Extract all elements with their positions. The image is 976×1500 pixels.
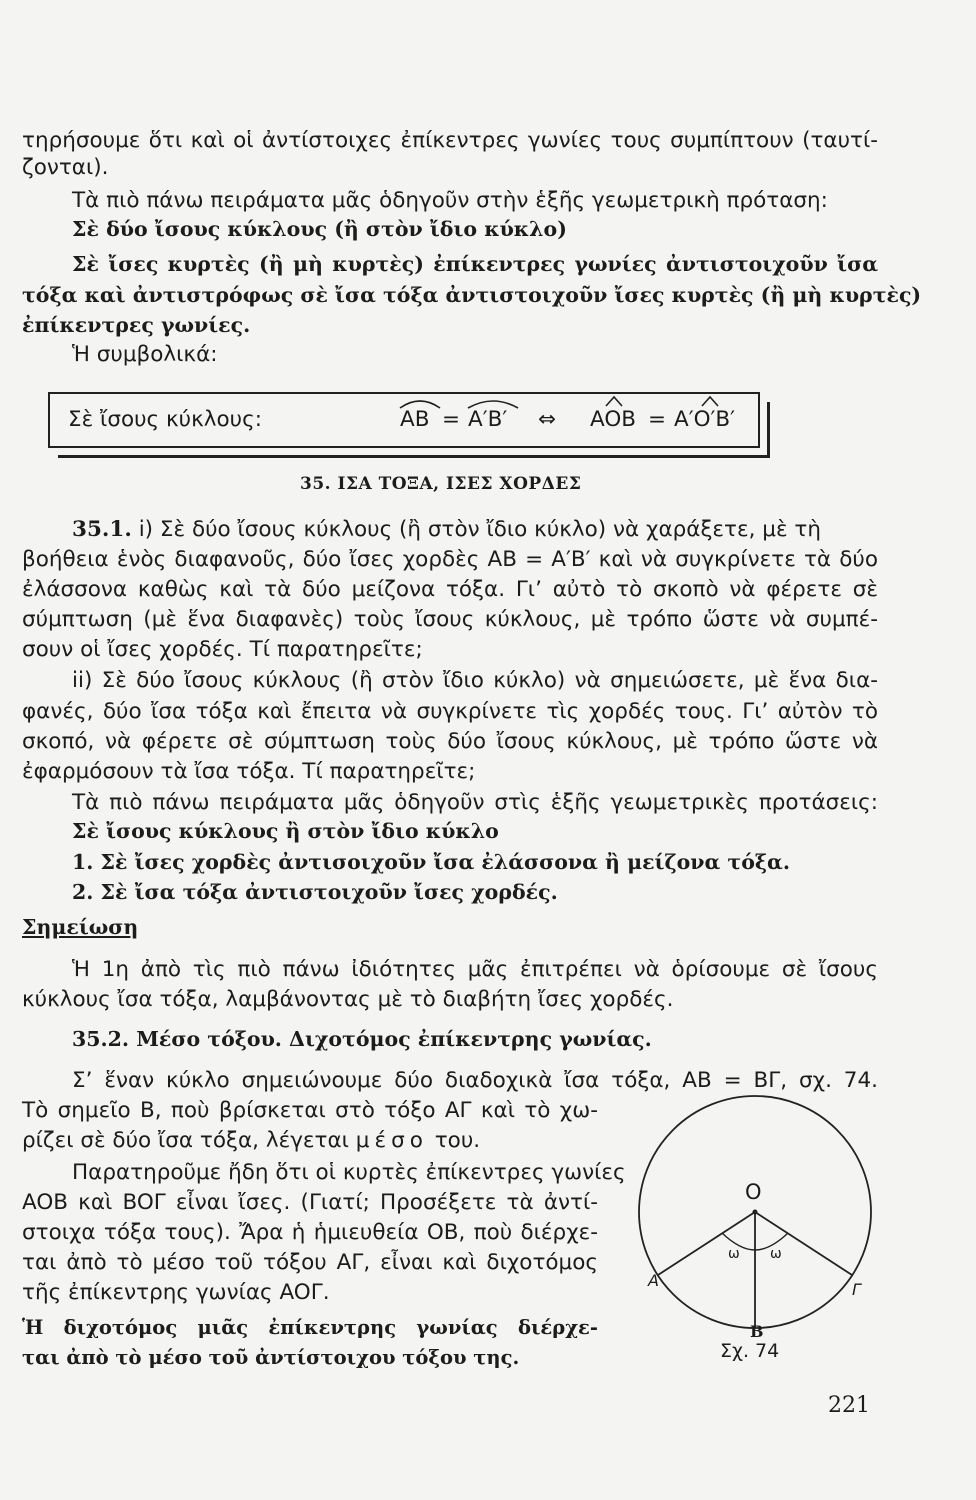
arc-ab: AB bbox=[400, 407, 430, 432]
s352-line-3a: ρίζει σὲ δύο ἴσα τόξα, λέγεται bbox=[22, 1128, 349, 1153]
note-title-text: Σημείωση bbox=[22, 915, 139, 939]
s352-line-2: Τὸ σημεῖο B, ποὺ βρίσκεται στὸ τόξο AΓ καὶ τὸ χω- bbox=[22, 1098, 598, 1123]
theorem1-line-4: ἐπίκεντρες γωνίες. bbox=[22, 313, 251, 337]
angle-aob-prime: A′O′B′ bbox=[674, 407, 736, 432]
intro-line-2: ζονται). bbox=[22, 155, 109, 180]
angle-aob: AOB bbox=[590, 407, 637, 432]
s35-theorem-item-2: 2. Σὲ ἴσα τόξα ἀντιστοιχοῦν ἴσες χορδές. bbox=[72, 880, 558, 904]
page-number: 221 bbox=[828, 1393, 870, 1418]
box-left-text: Σὲ ἴσους κύκλους: bbox=[68, 407, 262, 432]
note-line-1: Ἡ 1η ἀπὸ τὶς πιὸ πάνω ἰδιότητες μᾶς ἐπιτρέπει νὰ ὁρίσουμε σὲ ἴσους bbox=[72, 957, 878, 982]
label-omega-left: ω bbox=[728, 1246, 740, 1262]
s352-line-6: στοιχα τόξα τους). Ἄρα ἡ ἡμιευθεία OB, ποὺ διέρχε- bbox=[22, 1220, 598, 1245]
radius-og bbox=[755, 1212, 852, 1275]
section35-title: 35. ΙΣΑ ΤΟΞΑ, ΙΣΕΣ ΧΟΡΔΕΣ bbox=[300, 474, 582, 494]
eq-sign-1: = bbox=[442, 407, 461, 432]
s351-number: 35.1. bbox=[72, 517, 132, 542]
theorem1-line-1: Σὲ δύο ἴσους κύκλους (ἢ στὸν ἴδιο κύκλο) bbox=[72, 217, 567, 241]
s351-line-2: βοήθεια ἑνὸς διαφανοῦς, δύο ἴσες χορδὲς AB = A′B′ καὶ νὰ συγκρίνετε τὰ δύο bbox=[22, 547, 878, 572]
symbolic-label: Ἡ συμβολικά: bbox=[72, 342, 218, 367]
radius-oa bbox=[658, 1212, 755, 1275]
eq-sign-2: = bbox=[648, 407, 667, 432]
theorem1-line-2: Σὲ ἴσες κυρτὲς (ἢ μὴ κυρτὲς) ἐπίκεντρες γωνίες ἀντιστοιχοῦν ἴσα bbox=[72, 252, 878, 276]
arc-ab-prime: A′B′ bbox=[468, 407, 508, 432]
intro-line-1: τηρήσουμε ὅτι καὶ οἱ ἀντίστοιχες ἐπίκεντρες γωνίες τους συμπίπτουν (ταυτί- bbox=[22, 128, 878, 153]
s352-title: 35.2. Μέσο τόξου. Διχοτόμος ἐπίκεντρης γωνίας. bbox=[72, 1027, 652, 1051]
s352-bold-line-1: Ἡ διχοτόμος μιᾶς ἐπίκεντρης γωνίας διέρχε- bbox=[22, 1316, 598, 1339]
label-g: Γ bbox=[852, 1280, 861, 1299]
s352-line-5: AOB καὶ BOΓ εἶναι ἴσες. (Γιατί; Προσέξετε τὰ ἀντί- bbox=[22, 1190, 598, 1215]
note-line-2: κύκλους ἴσα τόξα, λαμβάνοντας μὲ τὸ διαβήτη ἴσες χορδές. bbox=[22, 987, 674, 1012]
s352-line-8: τῆς ἐπίκεντρης γωνίας AOΓ. bbox=[22, 1280, 330, 1305]
s351-ii-line-2: φανές, δύο ἴσα τόξα καὶ ἔπειτα νὰ συγκρίνετε τὶς χορδές τους. Γι’ αὐτὸν τὸ bbox=[22, 699, 878, 724]
s351-line-5: σουν οἱ ἴσες χορδές. Τί παρατηρεῖτε; bbox=[22, 637, 423, 662]
s35-conclusion-line: Τὰ πιὸ πάνω πειράματα μᾶς ὁδηγοῦν στὶς ἑξῆς γεωμετρικὲς προτάσεις: bbox=[72, 790, 878, 815]
s351-ii-line-4: ἐφαρμόσουν τὰ ἴσα τόξα. Τί παρατηρεῖτε; bbox=[22, 759, 476, 784]
intro-line-3: Τὰ πιὸ πάνω πειράματα μᾶς ὁδηγοῦν στὴν ἑξῆς γεωμετρικὴ πρόταση: bbox=[72, 188, 828, 213]
figure-caption: Σχ. 74 bbox=[720, 1340, 780, 1362]
s352-line-7: ται ἀπὸ τὸ μέσο τοῦ τόξου AΓ, εἶναι καὶ διχοτόμος bbox=[22, 1250, 598, 1275]
label-a: A bbox=[648, 1271, 659, 1290]
theorem1-line-3: τόξα καὶ ἀντιστρόφως σὲ ἴσα τόξα ἀντιστοιχοῦν ἴσες κυρτὲς (ἢ μὴ κυρτὲς) bbox=[22, 283, 922, 307]
s351-line-1-text: i) Σὲ δύο ἴσους κύκλους (ἢ στὸν ἴδιο κύκλο) νὰ χαράξετε, μὲ τὴ bbox=[138, 517, 821, 542]
s351-ii-line-3: σκοπό, νὰ φέρετε σὲ σύμπτωση τοὺς δύο ἴσους κύκλους, μὲ τρόπο ὥστε νὰ bbox=[22, 729, 878, 754]
s351-line-3: ἐλάσσονα καθὼς καὶ τὰ δύο μείζονα τόξα. Γι’ αὐτὸ τὸ σκοπὸ νὰ φέρετε σὲ bbox=[22, 577, 878, 602]
s352-bold-line-2: ται ἀπὸ τὸ μέσο τοῦ ἀντίστοιχου τόξου της. bbox=[22, 1346, 520, 1369]
s352-midpoint-term: μέσο bbox=[355, 1128, 428, 1153]
s351-ii-line-1: ii) Σὲ δύο ἴσους κύκλους (ἢ στὸν ἴδιο κύκλο) νὰ σημειώσετε, μὲ ἕνα δια- bbox=[72, 668, 878, 693]
label-b: B bbox=[750, 1322, 764, 1341]
s351-line-4: σύμπτωση (μὲ ἕνα διαφανὲς) τοὺς ἴσους κύκλους, μὲ τρόπο ὥστε νὰ συμπέ- bbox=[22, 607, 878, 632]
label-o: O bbox=[745, 1180, 762, 1204]
s35-theorem-item-1: 1. Σὲ ἴσες χορδὲς ἀντισοιχοῦν ἴσα ἐλάσσονα ἢ μείζονα τόξα. bbox=[72, 850, 790, 874]
label-omega-right: ω bbox=[770, 1246, 782, 1262]
s35-theorem-head: Σὲ ἴσους κύκλους ἢ στὸν ἴδιο κύκλο bbox=[72, 819, 499, 843]
s352-line-3c: του. bbox=[434, 1128, 481, 1153]
s352-line-4: Παρατηροῦμε ἤδη ὅτι οἱ κυρτὲς ἐπίκεντρες γωνίες bbox=[72, 1160, 626, 1185]
center-point bbox=[753, 1210, 758, 1215]
s352-line-1: Σ’ ἕναν κύκλο σημειώνουμε δύο διαδοχικὰ ἴσα τόξα, AB = BΓ, σχ. 74. bbox=[72, 1068, 878, 1093]
iff-symbol: ⇔ bbox=[538, 407, 557, 432]
